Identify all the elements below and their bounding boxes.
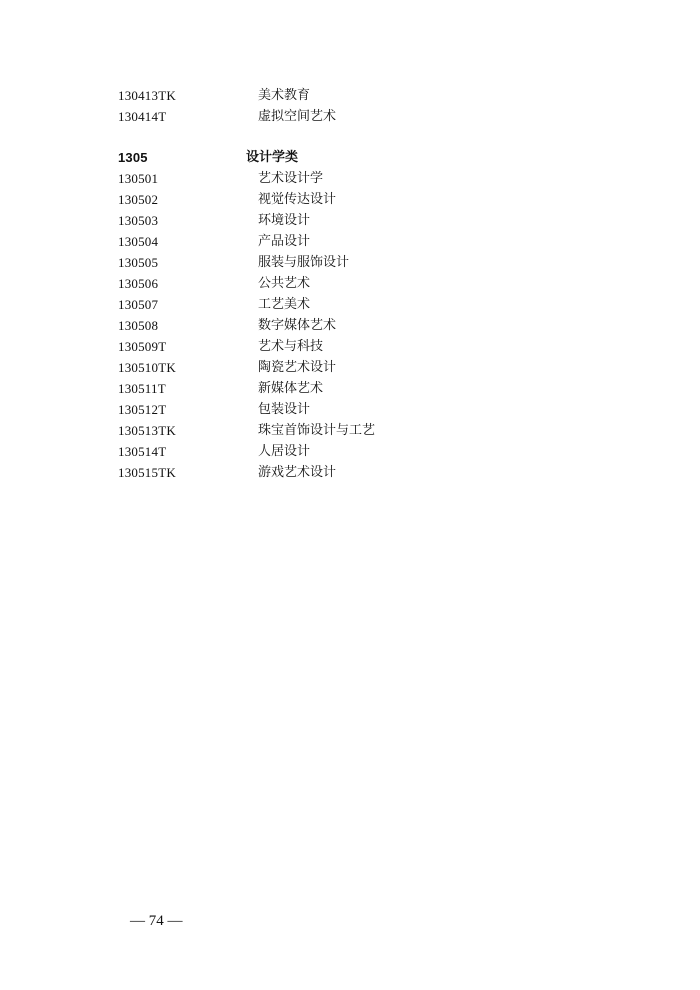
list-item: [0, 253, 700, 273]
major-code: 130414T: [118, 109, 167, 124]
major-name: 工艺美术: [258, 297, 311, 312]
section-code: 1305: [118, 150, 148, 165]
major-name: 人居设计: [258, 444, 311, 459]
major-code: 130501: [118, 171, 159, 186]
major-code: 130504: [118, 234, 159, 249]
major-code: 130413TK: [118, 88, 176, 103]
section-name: 设计学类: [246, 150, 299, 165]
major-name: 包装设计: [258, 402, 311, 417]
major-code: 130511T: [118, 381, 166, 396]
major-name: 游戏艺术设计: [258, 465, 337, 480]
major-name: 视觉传达设计: [258, 192, 337, 207]
list-item: [0, 232, 700, 252]
list-item: [0, 400, 700, 420]
major-name: 艺术设计学: [258, 171, 324, 186]
major-code: 130506: [118, 276, 159, 291]
major-code: 130515TK: [118, 465, 176, 480]
list-item: [0, 379, 700, 399]
list-item: [0, 274, 700, 294]
major-name: 新媒体艺术: [258, 381, 324, 396]
list-item: [0, 337, 700, 357]
major-name: 珠宝首饰设计与工艺: [258, 423, 376, 438]
list-item: [0, 358, 700, 378]
major-code: 130509T: [118, 339, 167, 354]
list-item: [0, 295, 700, 315]
list-item: [0, 442, 700, 462]
list-item: [0, 190, 700, 210]
list-item: [0, 86, 700, 106]
major-name: 公共艺术: [258, 276, 311, 291]
major-name: 美术教育: [258, 88, 311, 103]
major-name: 数字媒体艺术: [258, 318, 337, 333]
major-name: 虚拟空间艺术: [258, 109, 337, 124]
major-name: 产品设计: [258, 234, 311, 249]
list-item: [0, 107, 700, 127]
major-code: 130512T: [118, 402, 167, 417]
major-name: 陶瓷艺术设计: [258, 360, 337, 375]
page-number: — 74 —: [130, 913, 183, 929]
major-code: 130503: [118, 213, 159, 228]
list-item: [0, 463, 700, 483]
major-code: 130502: [118, 192, 159, 207]
list-item: [0, 421, 700, 441]
major-name: 环境设计: [258, 213, 311, 228]
section-heading: [0, 148, 700, 168]
list-item: [0, 316, 700, 336]
major-code: 130514T: [118, 444, 167, 459]
major-code: 130505: [118, 255, 159, 270]
major-name: 服装与服饰设计: [258, 255, 350, 270]
major-name: 艺术与科技: [258, 339, 324, 354]
major-code: 130513TK: [118, 423, 176, 438]
major-code: 130510TK: [118, 360, 176, 375]
major-code: 130507: [118, 297, 159, 312]
list-item: [0, 169, 700, 189]
list-item: [0, 211, 700, 231]
major-code: 130508: [118, 318, 159, 333]
